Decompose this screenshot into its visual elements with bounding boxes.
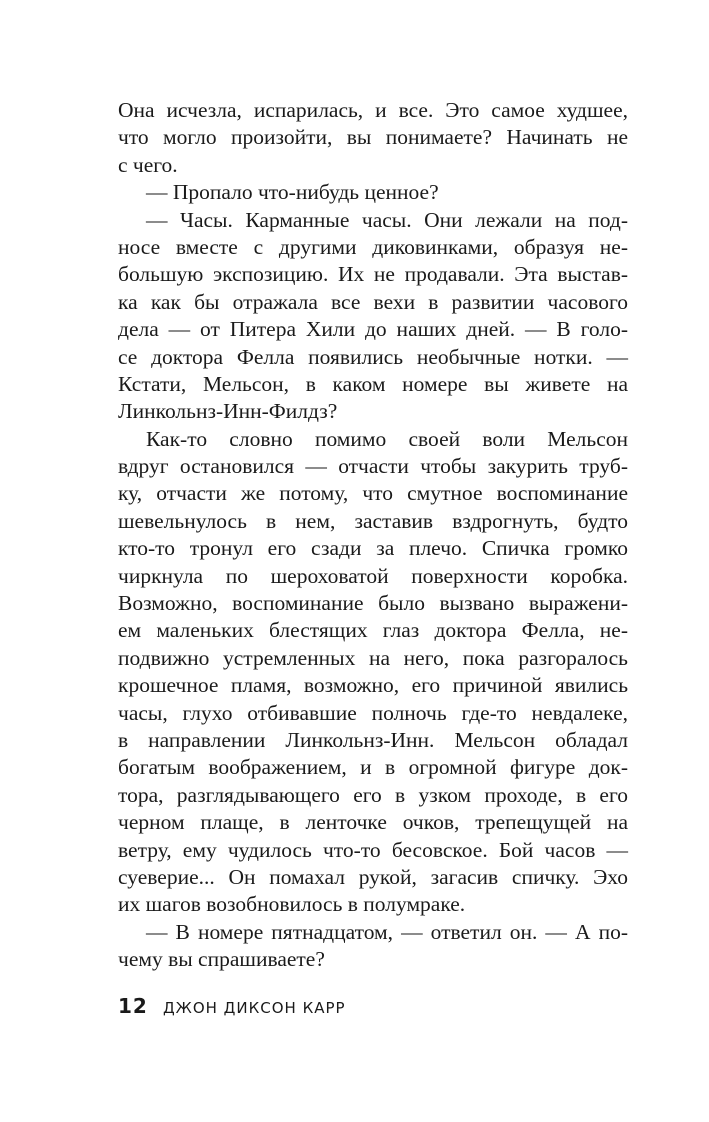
text-line: ветру, ему чудилось что-то бесовское. Бой часов — [118,837,628,862]
text-line: Как-то словно помимо своей воли Мельсон [146,426,628,451]
text-line: Кстати, Мельсон, в каком номере вы живете на [118,371,628,396]
text-line: тора, разглядывающего его в узком проходе, в его [118,782,628,807]
text-line: шевельнулось в нем, заставив вздрогнуть, будто [118,508,628,533]
page-footer [118,994,346,1018]
text-line: се доктора Фелла появились необычные нотки. — [118,344,628,369]
text-line: крошечное пламя, возможно, его причиной явились [118,673,628,698]
text-line: с чего. [118,152,178,177]
text-line: ка как бы отражала все вехи в развитии часового [118,289,628,314]
text-line: часы, глухо отбивавшие полночь где-то невдалеке, [118,700,628,725]
text-line: суеверие... Он помахал рукой, загасив спичку. Эхо [118,864,628,889]
text-line: дела — от Питера Хили до наших дней. — В голо- [118,317,628,342]
text-line: — В номере пятнадцатом, — ответил он. — А по- [146,919,628,944]
text-line: большую экспозицию. Их не продавали. Эта выстав- [118,262,628,287]
text-line: — Пропало что-нибудь ценное? [146,180,439,205]
text-line: вдруг остановился — отчасти чтобы закурить труб- [118,454,628,479]
text-line: кто-то тронул его сзади за плечо. Спичка громко [118,536,628,561]
text-line: ем маленьких блестящих глаз доктора Фелла, не- [118,618,628,643]
page-body [118,97,628,974]
text-line: их шагов возобновилось в полумраке. [118,892,466,917]
text-line: — Часы. Карманные часы. Они лежали на под- [146,207,628,232]
text-line: в направлении Линкольнз-Инн. Мельсон обладал [118,727,628,752]
text-line: Она исчезла, испарилась, и все. Это самое худшее, [118,98,628,122]
text-line: носе вместе с другими диковинками, образуя не- [118,234,628,259]
text-line: ку, отчасти же потому, что смутное воспоминание [118,481,628,506]
text-line: чиркнула по шероховатой поверхности коробка. [118,563,628,588]
text-line: черном плаще, в ленточке очков, трепещущей на [118,810,628,835]
text-line: подвижно устремленных на него, пока разгоралось [118,645,628,670]
text-line: что могло произойти, вы понимаете? Начинать не [118,125,628,150]
text-line: чему вы спрашиваете? [118,947,325,972]
text-line: Возможно, воспоминание было вызвано выражени- [118,591,628,616]
text-line: Линкольнз-Инн-Филдз? [118,399,338,424]
page-number: 12 [118,994,148,1018]
text-line: богатым воображением, и в огромной фигуре док- [118,755,628,780]
running-head-author: ДЖОН ДИКСОН КАРР [162,999,346,1017]
